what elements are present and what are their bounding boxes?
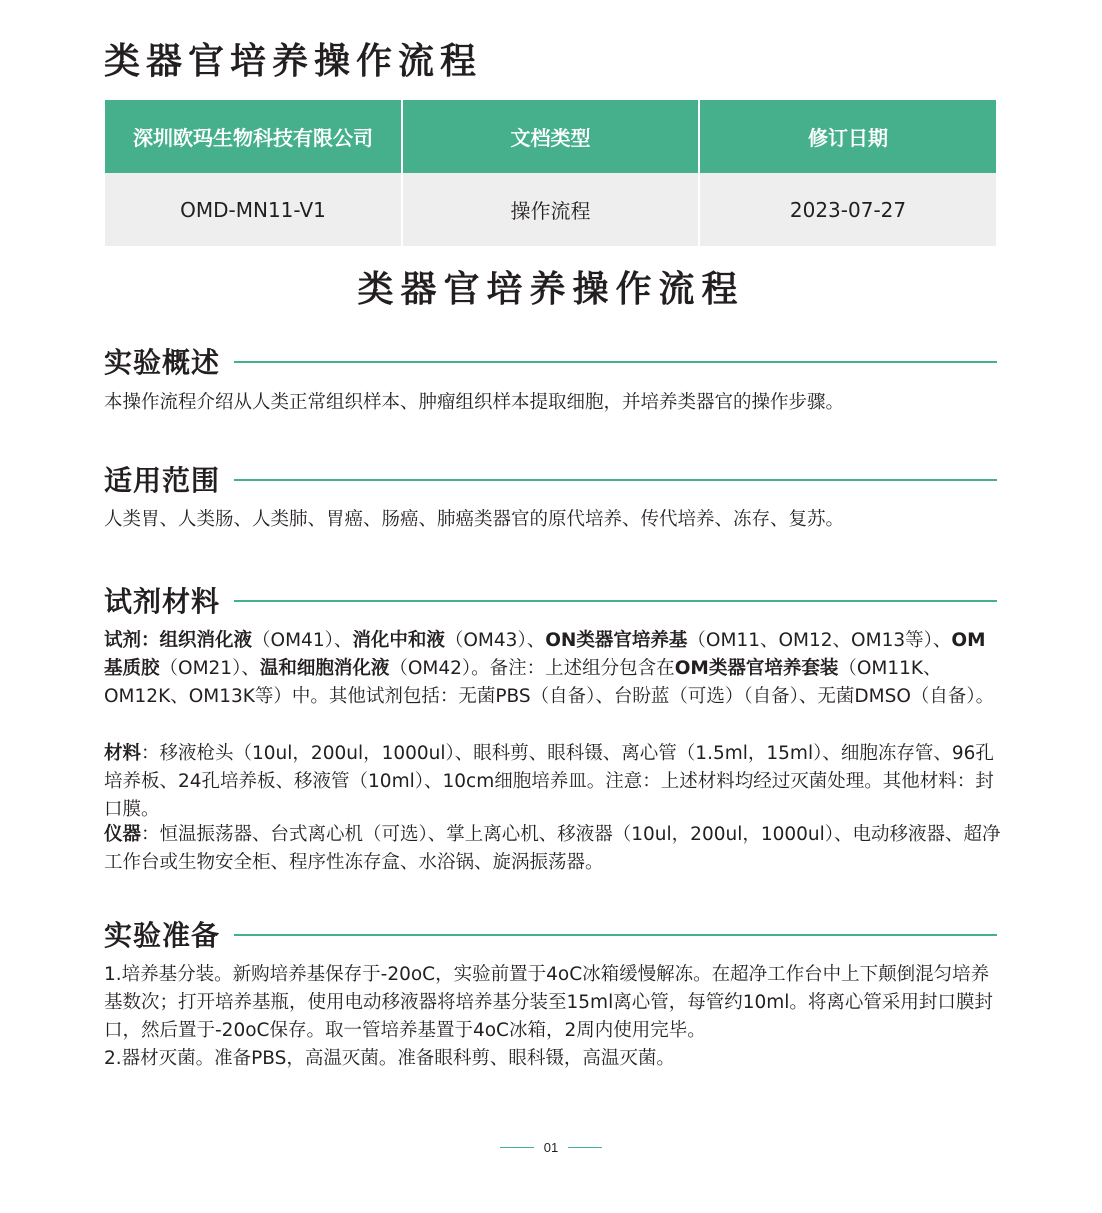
preparation-step-1: 1.培养基分装。新购培养基保存于-20oC，实验前置于4oC冰箱缓慢解冻。在超净工作台中上下颠倒混匀培养基数次；打开培养基瓶，使用电动移液器将培养基分装至15ml离心管，每管约10ml。将离心管采用封口膜封口，然后置于-20oC保存。取一管培养基置于4oC冰箱，2周内使用完毕。	[104, 964, 993, 1041]
footer-line-left	[500, 1147, 534, 1148]
instruments-label: 仪器	[104, 824, 142, 845]
info-value-doc-type: 操作流程	[402, 173, 699, 246]
section-title: 实验准备	[104, 919, 221, 952]
info-header-company: 深圳欧玛生物科技有限公司	[105, 100, 402, 173]
reagent-code: （OM41）、	[252, 630, 353, 651]
supplies-label: 材料	[104, 743, 142, 764]
reagent-code: （OM11、OM12、OM13等）、	[687, 630, 952, 651]
section-title: 试剂材料	[104, 585, 221, 618]
overview-text: 本操作流程介绍从人类正常组织样本、肿瘤组织样本提取细胞，并培养类器官的操作步骤。	[104, 392, 845, 413]
supplies-text: ：移液枪头（10ul，200ul，1000ul）、眼科剪、眼科镊、离心管（1.5ml，15ml）、细胞冻存管、96孔培养板、24孔培养板、移液管（10ml）、10cm细胞培养皿。注意：上述材料均经过灭菌处理。其他材料：封口膜。	[104, 743, 994, 820]
kit-name: OM类器官培养套装	[674, 658, 839, 679]
scope-text: 人类胃、人类肠、人类肺、胃癌、肠癌、肺癌类器官的原代培养、传代培养、冻存、复苏。	[104, 509, 845, 530]
reagent-name: 温和细胞消化液	[259, 658, 390, 679]
section-title: 适用范围	[104, 464, 221, 497]
document-title: 类器官培养操作流程	[104, 41, 483, 82]
reagent-name: 消化中和液	[352, 630, 445, 651]
section-divider	[234, 934, 997, 936]
info-value-doc-code: OMD-MN11-V1	[105, 173, 402, 246]
reagent-note: （OM42）。备注：上述组分包含在	[389, 658, 675, 679]
main-title: 类器官培养操作流程	[357, 269, 745, 310]
document-info-table	[105, 100, 996, 246]
preparation-step-2: 2.器材灭菌。准备PBS，高温灭菌。准备眼科剪、眼科镊，高温灭菌。	[104, 1048, 675, 1069]
instruments-text: ：恒温振荡器、台式离心机（可选）、掌上离心机、移液器（10ul，200ul，1000ul）、电动移液器、超净工作台或生物安全柜、程序性冻存盒、水浴锅、旋涡振荡器。	[104, 824, 1001, 873]
section-heading-scope	[104, 459, 997, 499]
section-title: 实验概述	[104, 346, 221, 379]
reagents-paragraph	[104, 627, 1002, 711]
info-header-doc-type: 文档类型	[402, 100, 699, 173]
page-footer	[0, 1137, 1102, 1157]
info-table-value-row	[105, 173, 996, 246]
section-divider	[234, 361, 997, 363]
reagent-name: ON类器官培养基	[545, 630, 688, 651]
reagent-name: OM基质胶	[104, 630, 986, 679]
section-heading-overview	[104, 341, 997, 381]
page-number: 01	[543, 1139, 559, 1155]
info-table-header-row	[105, 100, 996, 173]
preparation-paragraph	[104, 961, 1002, 1073]
reagent-note: （OM11K、OM12K、OM13K等）中。其他试剂包括：无菌PBS（自备）、台盼蓝（可选）（自备）、无菌DMSO（自备）。	[104, 658, 995, 707]
section-heading-preparation	[104, 914, 997, 954]
reagent-name: 组织消化液	[159, 630, 253, 651]
reagent-code: （OM43）、	[444, 630, 546, 651]
supplies-paragraph	[104, 740, 1002, 824]
section-divider	[234, 479, 997, 481]
section-divider	[234, 600, 997, 602]
footer-line-right	[568, 1147, 602, 1148]
reagents-label: 试剂：	[104, 630, 160, 651]
instruments-paragraph	[104, 821, 1002, 877]
reagent-code: （OM21）、	[159, 658, 260, 679]
info-header-revision-date: 修订日期	[699, 100, 996, 173]
info-value-revision-date: 2023-07-27	[699, 173, 996, 246]
section-heading-materials	[104, 580, 997, 620]
